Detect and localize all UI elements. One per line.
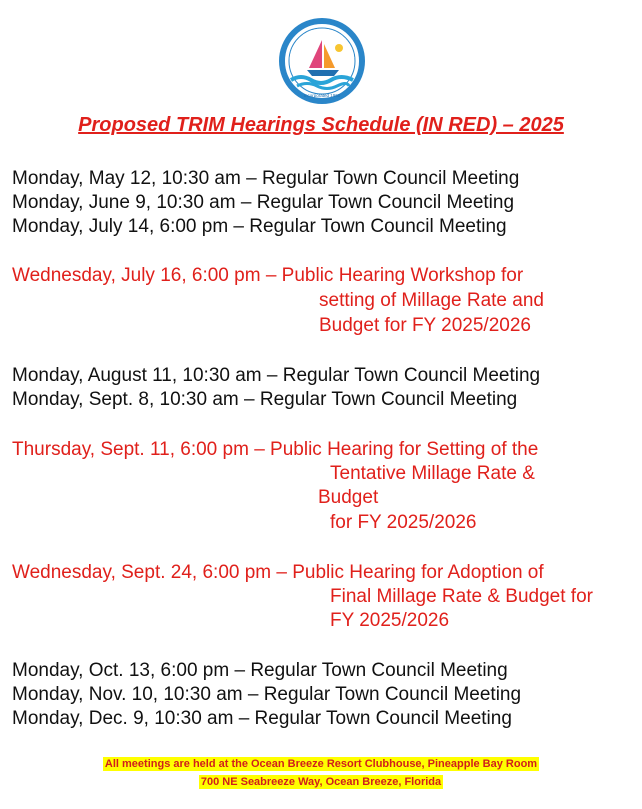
hearing-sept-11-line-1: Thursday, Sept. 11, 6:00 pm – Public Hearing for Setting of the bbox=[12, 439, 539, 460]
town-seal-logo bbox=[279, 18, 365, 104]
hearing-sept-24-line-2: Final Millage Rate & Budget for bbox=[330, 586, 593, 607]
footer-line-2: 700 NE Seabreeze Way, Ocean Breeze, Florida bbox=[200, 776, 442, 788]
page-title: Proposed TRIM Hearings Schedule (IN RED) – 2025 bbox=[78, 114, 564, 136]
meeting-line-june-9: Monday, June 9, 10:30 am – Regular Town Council Meeting bbox=[12, 192, 515, 213]
hearing-sept-24-line-3: FY 2025/2026 bbox=[330, 610, 450, 631]
town-seal-icon bbox=[279, 18, 365, 104]
meeting-line-dec-9: Monday, Dec. 9, 10:30 am – Regular Town Council Meeting bbox=[12, 708, 512, 729]
meeting-line-august-11: Monday, August 11, 10:30 am – Regular Town Council Meeting bbox=[12, 365, 541, 386]
hearing-july-16-line-2: setting of Millage Rate and bbox=[319, 290, 544, 311]
hearing-sept-24-line-1: Wednesday, Sept. 24, 6:00 pm – Public Hearing for Adoption of bbox=[12, 562, 544, 583]
logo-bottom-text: Incorporated 1960 bbox=[303, 93, 341, 98]
meeting-line-july-14: Monday, July 14, 6:00 pm – Regular Town Council Meeting bbox=[12, 216, 507, 237]
location-footer bbox=[0, 754, 642, 790]
hearing-sept-11-line-3: Budget bbox=[318, 487, 379, 508]
meeting-line-sept-8: Monday, Sept. 8, 10:30 am – Regular Town Council Meeting bbox=[12, 389, 518, 410]
meeting-line-oct-13: Monday, Oct. 13, 6:00 pm – Regular Town Council Meeting bbox=[12, 660, 508, 681]
hearing-july-16-line-1: Wednesday, July 16, 6:00 pm – Public Hearing Workshop for bbox=[12, 265, 524, 286]
meeting-line-may-12: Monday, May 12, 10:30 am – Regular Town Council Meeting bbox=[12, 168, 520, 189]
meeting-line-nov-10: Monday, Nov. 10, 10:30 am – Regular Town Council Meeting bbox=[12, 684, 522, 705]
hearing-july-16-line-3: Budget for FY 2025/2026 bbox=[319, 315, 531, 336]
hearing-sept-11-line-2: Tentative Millage Rate & bbox=[330, 463, 535, 484]
hearing-sept-11-line-4: for FY 2025/2026 bbox=[330, 512, 477, 533]
footer-line-1: All meetings are held at the Ocean Breeze Resort Clubhouse, Pineapple Bay Room bbox=[104, 758, 538, 770]
logo-arc-text: TOWN OF OCEAN BREEZE FLORIDA bbox=[289, 27, 356, 61]
